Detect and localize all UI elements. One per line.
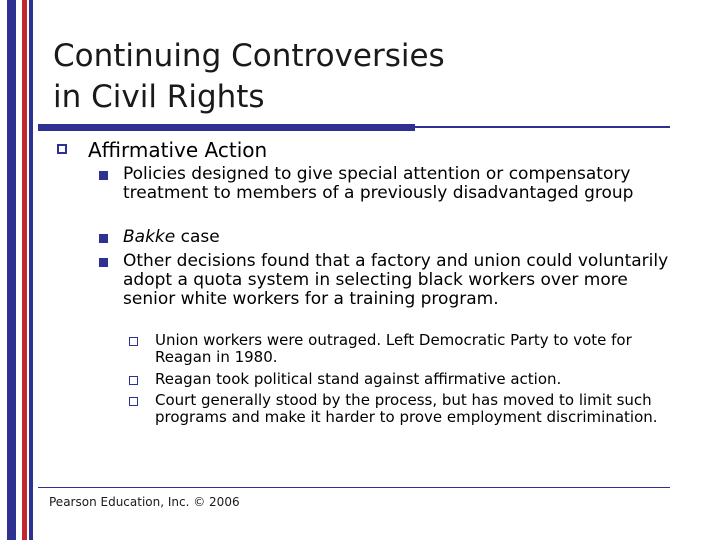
hollow-square-bullet-icon xyxy=(129,397,138,406)
left-border-blue-stripe-2 xyxy=(29,0,33,540)
title-underline-thin xyxy=(415,126,670,128)
hollow-square-bullet-icon xyxy=(57,144,67,154)
filled-square-bullet-icon xyxy=(99,234,108,243)
bullet-court-process: Court generally stood by the process, but has moved to limit such programs and make it harder to prove employment discrimination. xyxy=(155,391,658,426)
filled-square-bullet-icon xyxy=(99,258,108,267)
slide-title: Continuing Controversies in Civil Rights xyxy=(53,38,445,115)
hollow-square-bullet-icon xyxy=(129,337,138,346)
bakke-italic: Bakke xyxy=(123,227,176,247)
bakke-suffix: case xyxy=(175,227,220,247)
bullet-policies: Policies designed to give special attention or compensatory treatment to members of a previously disadvantaged group xyxy=(123,164,634,203)
left-border-white xyxy=(0,0,7,540)
left-border-blue-stripe xyxy=(7,0,16,540)
bullet-affirmative-action: Affirmative Action xyxy=(88,138,268,162)
bullet-union-workers: Union workers were outraged. Left Democratic Party to vote for Reagan in 1980. xyxy=(155,331,632,366)
filled-square-bullet-icon xyxy=(99,171,108,180)
footer-divider xyxy=(38,487,670,488)
title-underline-thick xyxy=(38,124,415,131)
footer-copyright: Pearson Education, Inc. © 2006 xyxy=(49,495,240,509)
bullet-reagan-stand: Reagan took political stand against affirmative action. xyxy=(155,370,562,388)
bullet-bakke-case xyxy=(123,228,683,247)
bullet-other-decisions: Other decisions found that a factory and union could voluntarily adopt a quota system in selecting black workers over more senior white workers for a training program. xyxy=(123,251,669,309)
hollow-square-bullet-icon xyxy=(129,376,138,385)
